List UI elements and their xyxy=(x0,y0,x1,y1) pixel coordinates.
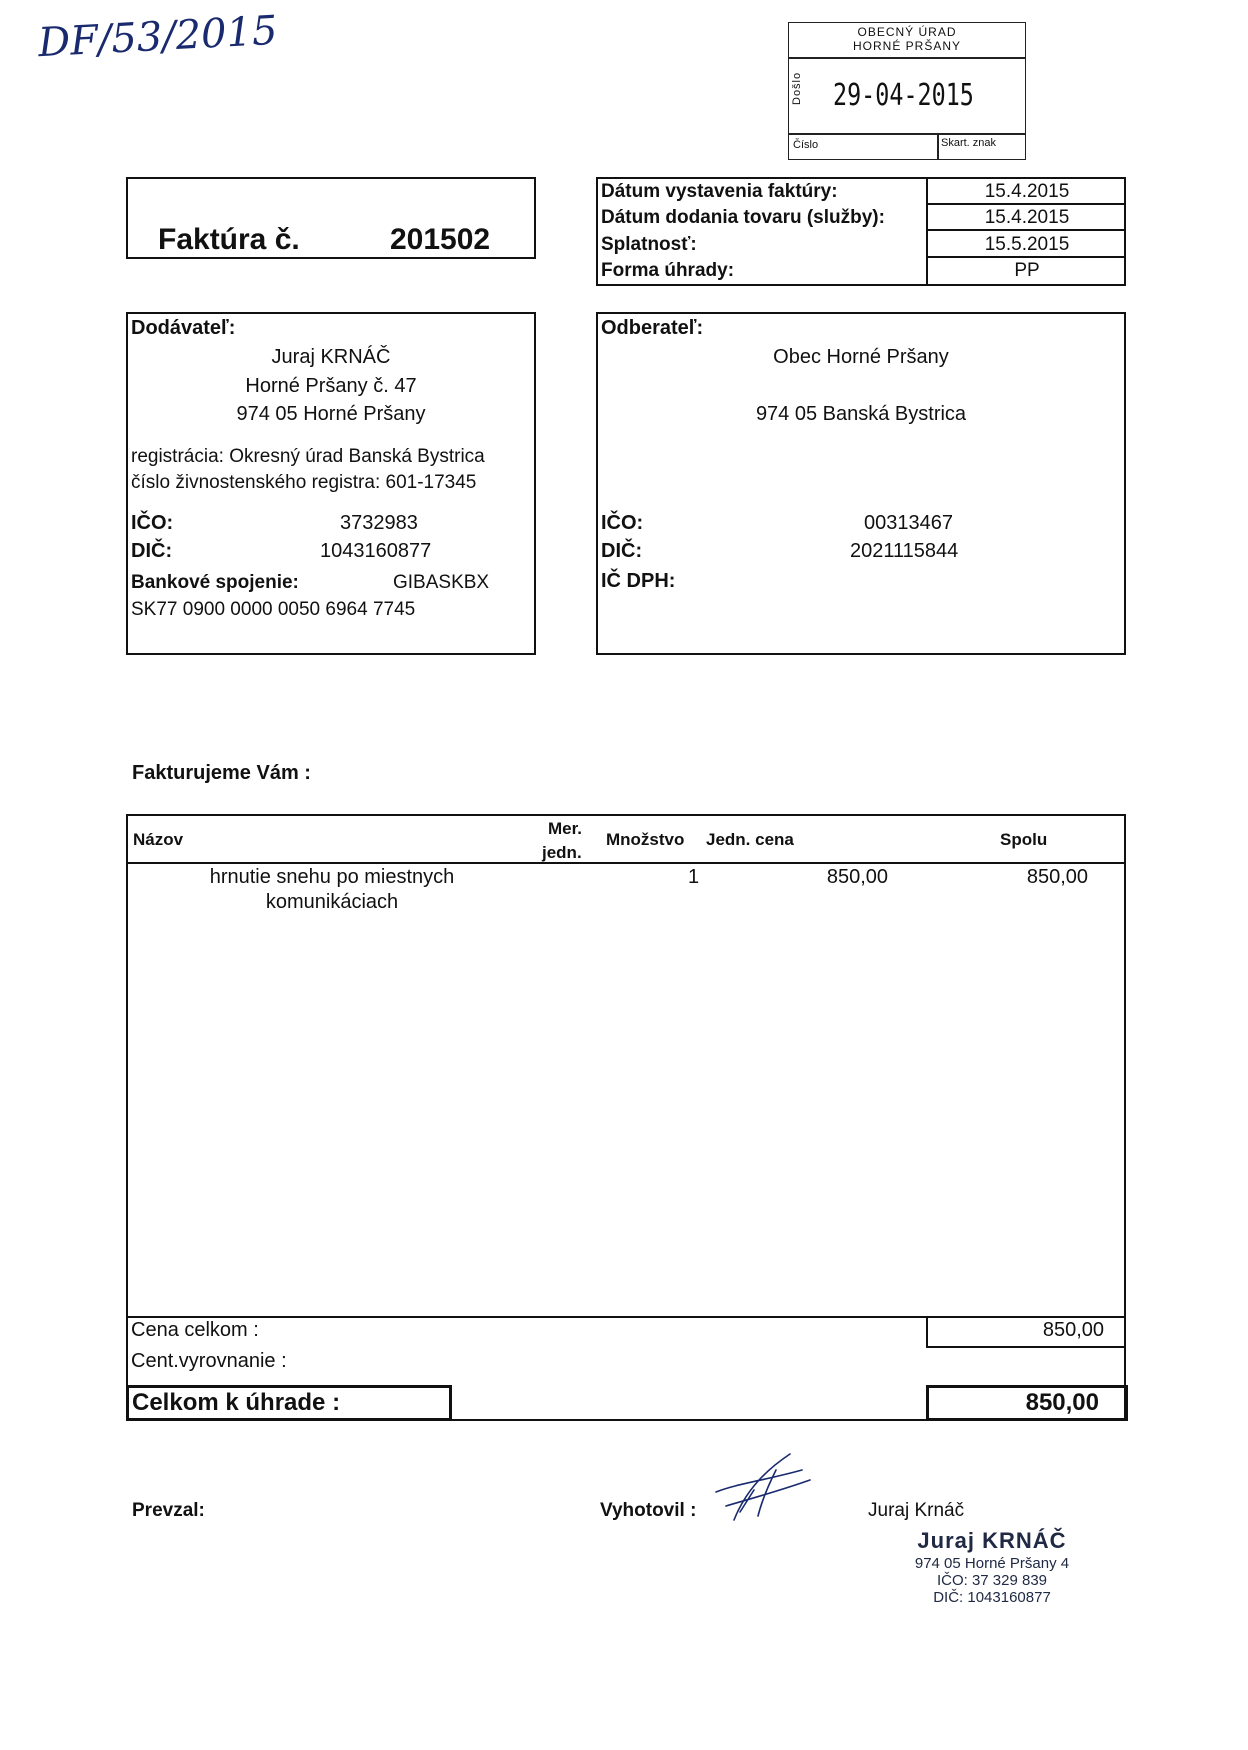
issued-by-name: Juraj Krnáč xyxy=(868,1500,965,1521)
stamp-date: 29-04-2015 xyxy=(833,78,974,113)
invoice-title-box xyxy=(126,177,536,259)
item-name-line2: komunikáciach xyxy=(265,891,399,913)
grand-total-box xyxy=(926,1385,1128,1421)
customer-box xyxy=(596,312,1126,655)
handwritten-reference: DF/53/2015 xyxy=(36,7,279,67)
customer-ico: 00313467 xyxy=(864,512,953,534)
stamp-office-line2: HORNÉ PRŠANY xyxy=(852,39,962,53)
col-header-unit-1: Mer. xyxy=(548,819,583,838)
customer-ico-label: IČO: xyxy=(601,512,644,534)
issue-date-label: Dátum vystavenia faktúry: xyxy=(601,181,838,202)
stamp-skart-label: Skart. znak xyxy=(941,137,997,149)
items-intro: Fakturujeme Vám : xyxy=(132,762,311,784)
invoice-title: Faktúra č. xyxy=(158,223,300,256)
stamp-number-label: Číslo xyxy=(793,139,819,151)
col-header-price: Jedn. cena xyxy=(706,830,794,849)
supplier-dic: 1043160877 xyxy=(320,540,432,562)
supplier-box xyxy=(126,312,536,655)
dates-box xyxy=(596,177,1126,286)
due-date-label: Splatnosť: xyxy=(601,234,697,255)
customer-dic: 2021115844 xyxy=(850,540,959,562)
registry-stamp xyxy=(788,22,1026,160)
company-stamp-address: 974 05 Horné Pršany 4 xyxy=(914,1555,1070,1572)
company-stamp-dic: DIČ: 1043160877 xyxy=(933,1589,1051,1606)
supplier-trade-register: číslo živnostenského registra: 601-17345 xyxy=(131,472,477,493)
received-by-label: Prevzal: xyxy=(132,1500,205,1521)
price-total-box xyxy=(926,1316,1126,1348)
supplier-bank-label: Bankové spojenie: xyxy=(131,572,299,593)
stamp-received-label: Došlo xyxy=(791,71,803,105)
item-qty: 1 xyxy=(688,866,700,888)
item-name-line1: hrnutie snehu po miestnych xyxy=(209,866,455,888)
customer-heading: Odberateľ: xyxy=(601,317,704,339)
company-stamp-name: Juraj KRNÁČ xyxy=(917,1528,1067,1553)
supplier-bank-swift: GIBASKBX xyxy=(393,572,490,593)
items-table xyxy=(126,814,1126,1421)
stamp-office-line1: OBECNÝ ÚRAD xyxy=(857,25,957,39)
issue-date-value: 15.4.2015 xyxy=(984,181,1070,202)
signature xyxy=(706,1450,816,1530)
supplier-dic-label: DIČ: xyxy=(131,540,173,562)
delivery-date-label: Dátum dodania tovaru (služby): xyxy=(601,207,885,228)
col-header-unit-2: jedn. xyxy=(542,843,582,862)
supplier-ico-label: IČO: xyxy=(131,512,174,534)
supplier-iban: SK77 0900 0000 0050 6964 7745 xyxy=(131,599,416,620)
supplier-ico: 3732983 xyxy=(340,512,418,534)
due-date-value: 15.5.2015 xyxy=(984,234,1070,255)
rounding-label: Cent.vyrovnanie : xyxy=(131,1350,287,1372)
issued-by-label: Vyhotovil : xyxy=(600,1500,697,1521)
grand-total-label-box xyxy=(126,1385,452,1421)
price-total-label: Cena celkom : xyxy=(131,1319,259,1341)
customer-name: Obec Horné Pršany xyxy=(773,346,949,368)
delivery-date-value: 15.4.2015 xyxy=(984,207,1070,228)
item-total: 850,00 xyxy=(1026,866,1088,888)
company-stamp xyxy=(882,1528,1102,1606)
supplier-heading: Dodávateľ: xyxy=(131,317,236,339)
payment-form-value: PP xyxy=(1014,260,1040,281)
grand-total-label: Celkom k úhrade : xyxy=(132,1389,341,1416)
supplier-address1: Horné Pršany č. 47 xyxy=(245,375,417,397)
col-header-total: Spolu xyxy=(1000,830,1048,849)
supplier-registration: registrácia: Okresný úrad Banská Bystrica xyxy=(131,446,485,467)
col-header-qty: Množstvo xyxy=(606,830,685,849)
company-stamp-ico: IČO: 37 329 839 xyxy=(936,1572,1048,1589)
col-header-name: Názov xyxy=(133,830,184,849)
supplier-name: Juraj KRNÁČ xyxy=(271,346,391,368)
customer-dic-label: DIČ: xyxy=(601,540,643,562)
payment-form-label: Forma úhrady: xyxy=(601,260,735,281)
supplier-address2: 974 05 Horné Pršany xyxy=(236,403,426,425)
customer-icdph-label: IČ DPH: xyxy=(601,570,676,592)
item-price: 850,00 xyxy=(826,866,888,888)
invoice-number: 201502 xyxy=(390,223,491,256)
customer-address: 974 05 Banská Bystrica xyxy=(755,403,967,425)
price-total-value: 850,00 xyxy=(1042,1319,1104,1341)
grand-total-value: 850,00 xyxy=(1025,1389,1099,1416)
